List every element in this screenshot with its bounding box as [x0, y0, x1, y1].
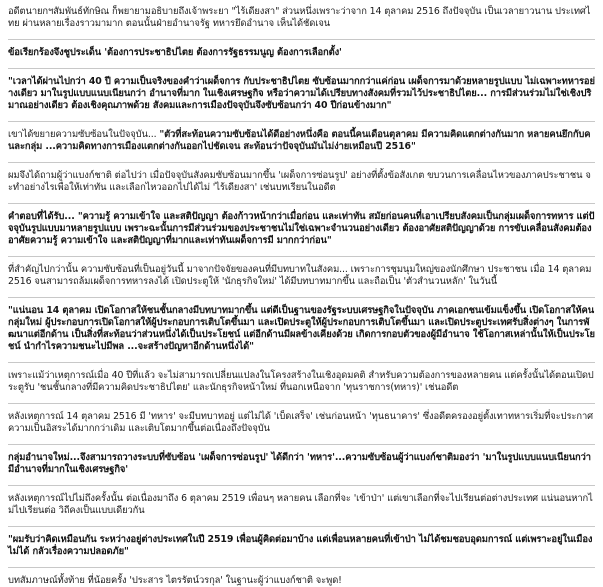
- divider: [8, 403, 595, 404]
- divider: [8, 485, 595, 486]
- paragraph-complexity-quote: "ตัวที่สะท้อนความซับซ้อนได้ดีอย่างหนึ่งคือ ตอนนี้คนเดือนตุลาคม มีความคิดแตกต่างกันมาก หลายคนยึกกับคนละกลุ่ม ...ความคิดทางการเมืองแตกต่างกันออกไปชัดเจน สะท้อนว่าปัจจุบันมันไม่ง่ายเหมือนปี 2516": [8, 129, 591, 152]
- paragraph-quote-2519: "ผมรับว่าคิดเหมือนกัน ระหว่างอยู่ต่างประเทศในปี 2519 เพื่อนผู้คิดต่อมาบ้าง แต่เพื่อนหลายคนที่เข้าป่า ไม่ได้ชมชอบอุดมการณ์ แต่เพราะอยู่ในเมืองไม่ได้ กลัวเรื่องความปลอดภัย": [8, 534, 593, 557]
- paragraph-6-october: หลังเหตุการณ์ไปไม่ถึงครั้งนั้น ต่อเนื่องมาถึง 6 ตุลาคม 2519 เพื่อนๆ หลายคน เลือกที่จะ 'เข้าป่า' แต่เขาเลือกที่จะไปเรียนต่อต่างประเทศ แน่นอนหากไม่ไปเรียนต่อ วิถีคงเป็นแบบเดียวกัน: [8, 493, 593, 516]
- paragraph-closing: บทสัมภาษณ์ทั้งท้าย ที่น้อยครั้ง 'ประสาร ไตรรัตน์วรกุล' ในฐานะผู้ว่าแบงก์ชาติ จะพูด!: [8, 575, 342, 586]
- paragraph-complexity-lead: เขาได้ขยายความซับซ้อนในปัจจุบัน...: [8, 129, 157, 140]
- divider: [8, 162, 595, 163]
- paragraph-quote-40-years: "เวลาได้ผ่านไปกว่า 40 ปี ความเป็นจริงของคำว่าเผด็จการ กับประชาธิปไตย ซับซ้อนมากกว่าแค่ก่อน เผด็จการมาด้วยหลายรูปแบบ ไม่เฉพาะทหารอย่างเดียว มาในรูปแบบแนบเนียนกว่า อำนาจที่มาก ในเชิงเศรษฐกิจ หรือว่าความได้เปรียบทางสังคมที่รวมไว้ประชาธิปไตย... การมีส่วนร่วมไม่ใช่เชิงปริมาณอย่างเดียว ต้องเชิงคุณภาพด้วย สังคมและการเมืองปัจจุบันจึงซับซ้อนกว่า 40 ปีก่อนข้างมาก": [8, 76, 595, 111]
- paragraph-demands: ข้อเรียกร้องจึงชูประเด็น 'ต้องการประชาธิปไตย ต้องการรัฐธรรมนูญ ต้องการเลือกตั้ง': [8, 47, 342, 58]
- paragraph-new-power-group: กลุ่มอำนาจใหม่...จึงสามารถวางระบบที่ซับซ้อน 'เผด็จการซ่อนรูป' ได้ดีกว่า 'ทหาร'...ความซับซ้อนผู้ว่าแบงก์ชาติมองว่า 'มาในรูปแบบแนบเนียนกว่า มีอำนาจที่มากในเชิงเศรษฐกิจ': [8, 452, 591, 475]
- divider: [8, 68, 595, 69]
- paragraph-complexity: [8, 129, 595, 153]
- divider: [8, 567, 595, 568]
- paragraph-after-event: หลังเหตุการณ์ 14 ตุลาคม 2516 มี 'ทหาร' จะมีบทบาทอยู่ แต่ไม่ได้ 'เบ็ดเสร็จ' เช่นก่อนหน้า 'ทุนธนาคาร' ซึ่งอดีตครองอยู่ตั้งเทาทหารเริ่มที่จะประกาศความเป็นอิสระได้มากกว่าเดิม และเติบโตมากขึ้นต่อเนื่องถึงปัจจุบัน: [8, 411, 593, 434]
- divider: [8, 362, 595, 363]
- paragraph-40-years-ago: เพราะแม้ว่าเหตุการณ์เมื่อ 40 ปีที่แล้ว จะไม่สามารถเปลี่ยนแปลงในโครงสร้างในเชิงอุดมคติ สำหรับความต้องการของหลายคน แต่ครั้งนั้นได้ตอนเปิดประตูรับ 'ชนชั้นกลางที่มีความคิดประชาธิปไตย' และนักธุรกิจหน้าใหม่ ที่นอกเหนือจาก 'ทุนราชการ(ทหาร)' เช่นอดีต: [8, 370, 594, 393]
- paragraph-question: ผมจึงได้ถามผู้ว่าแบงก์ชาติ ต่อไปว่า เมื่อปัจจุบันสังคมซับซ้อนมากขึ้น 'เผด็จการซ่อนรูป' อย่างที่ตั้งข้อสังเกต ขบวนการเคลื่อนไหวของภาคประชาชน จะทำอย่างไรเพื่อให้เท่าทัน และเลือกไหวออกไปได้ไม่ 'ไร้เดียงสา' เช่นบทเรียนในอดีต: [8, 170, 591, 193]
- paragraph-intro: อดีตนายกฯสัมพันธ์ทักษิณ ก็พยายามอธิบายถึงเจ้าพระยา "ไร้เดียงสา" ส่วนหนึ่งเพราะว่าจาก 14 ตุลาคม 2516 ถึงปัจจุบัน เป็นเวลายาวนาน ประเทศไทย ผ่านหลายเรื่องราวมามาก ตอนนั้นฝ่ายอำนาจรัฐ ทหารยึดอำนาจ เห็นได้ชัดเจน: [8, 6, 591, 29]
- divider: [8, 526, 595, 527]
- paragraph-answer: คำตอบที่ได้รับ... "ความรู้ ความเข้าใจ และสติปัญญา ต้องก้าวหน้ากว่าเมื่อก่อน และเท่าทัน สมัยก่อนคนที่เอาเปรียบสังคมเป็นกลุ่มเผด็จการทหาร แต่ปัจจุบันรูปแบบมาหลายรูปแบบ เพราะฉะนั้นการมีส่วนร่วมของประชาชนไม่ใช่เฉพาะจำนวนอย่างเดียว ต้องอาศัยสติปัญญาด้วย การขับเคลื่อนสังคมต้องอาศัยความรู้ ความเข้าใจ และสติปัญญาที่มากและเท่าทันเผด็จการมี มากกว่าก่อน": [8, 211, 595, 246]
- divider: [8, 297, 595, 298]
- divider: [8, 256, 595, 257]
- paragraph-quote-14-october: "แน่นอน 14 ตุลาคม เปิดโอกาสให้ชนชั้นกลางมีบทบาทมากขึ้น แต่ดีเป็นฐานของรัฐระบบเศรษฐกิจในปัจจุบัน ภาคเอกชนเข้มแข็งขึ้น เปิดโอกาสให้คนกลุ่มใหม่ ผู้ประกอบการเปิดโอกาสให้ผู้ประกอบการเติบโตขึ้นมา และเปิดประตูให้ผู้ประกอบการเติบโตขึ้นมา และเปิดประตูประเทศรับสิ่งต่างๆ ในการพัฒนาแต่อีกด้าน เป็นสิ่งที่สะท้อนว่าส่วนหนึ่งได้เป็นประโยชน์ แต่อีกด้านมีผลข้างเคียงด้วย เกิดการกอบตัวของผู้มีอำนาจ ใช้โอกาสเหล่านั้นให้เป็นประโยชน์ นำกำไรความชนะไปมีพล ...จะสร้างปัญหาอีกด้านหนึ่งได้": [8, 305, 595, 352]
- divider: [8, 444, 595, 445]
- paragraph-key-point: ที่สำคัญไปกว่านั้น ความซับซ้อนที่เป็นอยู่วันนี้ มาจากปัจจัยของคนที่มีบทบาทในสังคม... เพราะการชุมนุมใหญ่ของนักศึกษา ประชาชน เมื่อ 14 ตุลาคม 2516 จนสามารถล้มเผด็จการทหารลงได้ เปิดประตูให้ 'นักธุรกิจใหม่' ได้มีบทบาทมากขึ้น และถือเป็น 'ตัวสำนวนหลัก' ในวันนี้: [8, 264, 592, 287]
- divider: [8, 121, 595, 122]
- divider: [8, 39, 595, 40]
- divider: [8, 203, 595, 204]
